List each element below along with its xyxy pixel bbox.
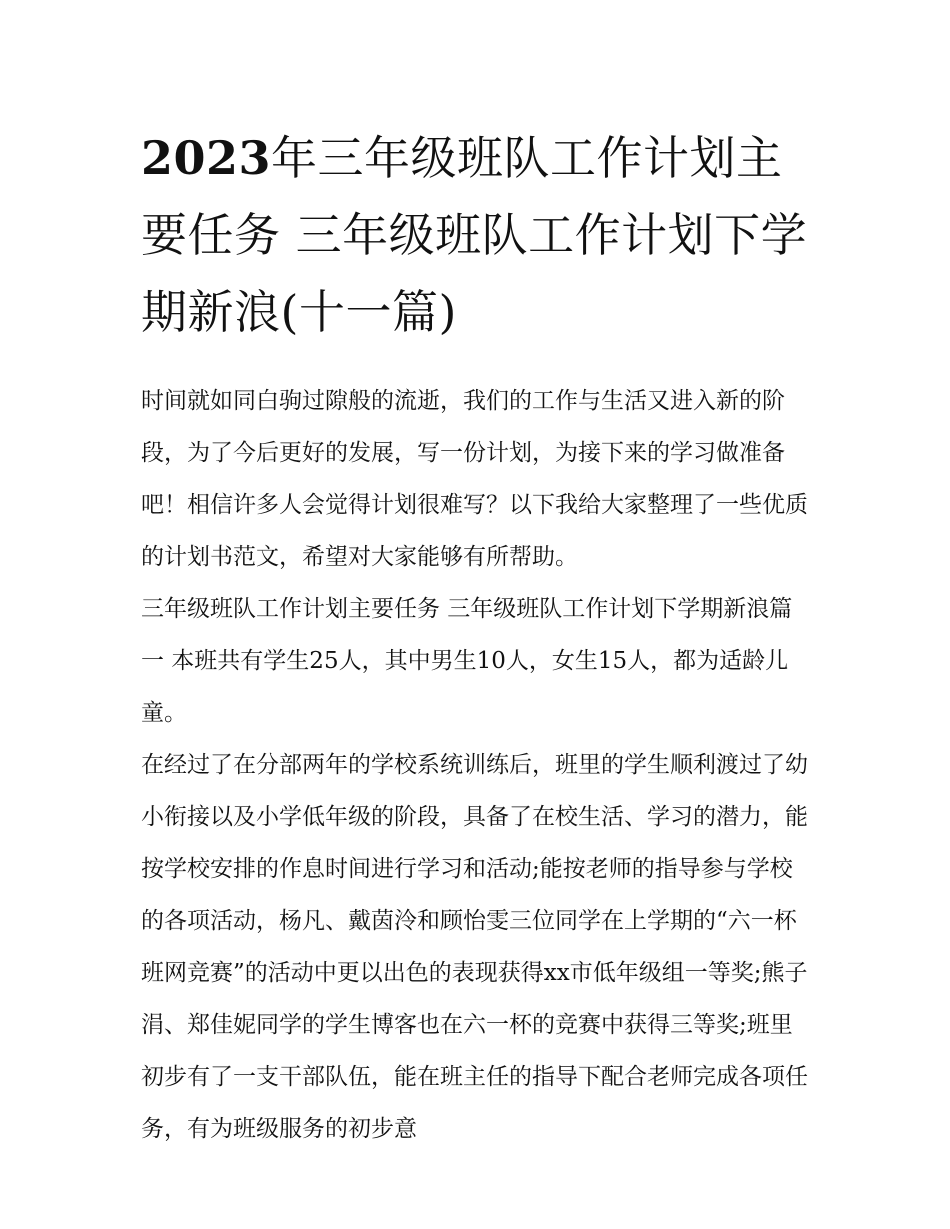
document-page — [141, 120, 813, 1155]
paragraph-intro: 时间就如同白驹过隙般的流逝，我们的工作与生活又进入新的阶段，为了今后更好的发展，写一份计划，为接下来的学习做准备吧！相信许多人会觉得计划很难写？以下我给大家整理了一些优质的计划书范文，希望对大家能够有所帮助。 — [141, 388, 808, 570]
document-title — [141, 120, 813, 351]
paragraph-class-overview: 三年级班队工作计划主要任务 三年级班队工作计划下学期新浪篇一 本班共有学生25人，其中男生10人，女生15人，都为适龄儿童。 — [141, 596, 793, 726]
paragraph-class-analysis: 在经过了在分部两年的学校系统训练后，班里的学生顺利渡过了幼小衔接以及小学低年级的阶段，具备了在校生活、学习的潜力，能按学校安排的作息时间进行学习和活动;能按老师的指导参与学校的各项活动，杨凡、戴茵泠和顾怡雯三位同学在上学期的“六一杯班网竞赛”的活动中更以出色的表现获得xx市低年级组一等奖;熊子涓、郑佳妮同学的学生博客也在六一杯的竞赛中获得三等奖;班里初步有了一支干部队伍，能在班主任的指导下配合老师完成各项任务，有为班级服务的初步意 — [141, 752, 808, 1142]
title-text: 年三年级班队工作计划主要任务 三年级班队工作计划下学期新浪(十一篇) — [141, 131, 808, 339]
title-year: 2023 — [141, 131, 272, 185]
